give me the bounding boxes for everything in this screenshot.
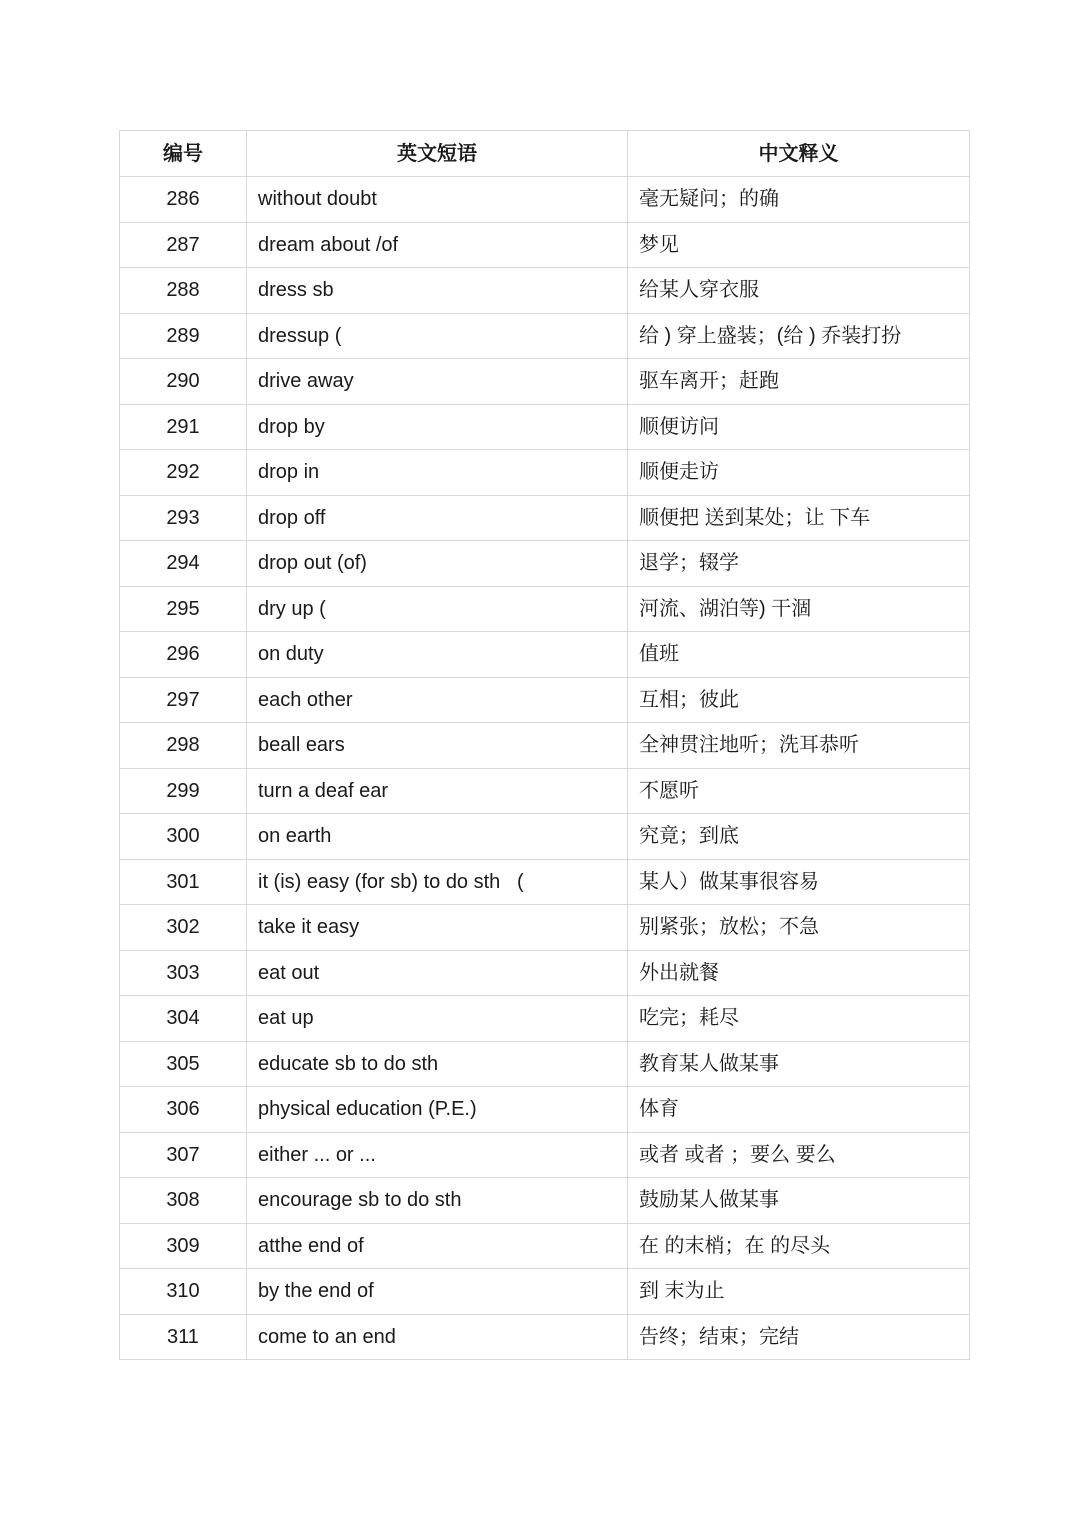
chinese-meaning: 退学；辍学 <box>628 541 970 587</box>
chinese-meaning: 给 ) 穿上盛装；(给 ) 乔装打扮 <box>628 313 970 359</box>
chinese-meaning: 值班 <box>628 632 970 678</box>
phrase-table <box>119 130 970 1360</box>
chinese-meaning: 吃完；耗尽 <box>628 996 970 1042</box>
english-phrase: encourage sb to do sth <box>247 1178 628 1224</box>
table-row <box>120 859 970 905</box>
english-phrase: eat out <box>247 950 628 996</box>
table-row <box>120 996 970 1042</box>
english-phrase: dry up ( <box>247 586 628 632</box>
table-row <box>120 632 970 678</box>
english-phrase: on duty <box>247 632 628 678</box>
english-phrase: turn a deaf ear <box>247 768 628 814</box>
chinese-meaning: 教育某人做某事 <box>628 1041 970 1087</box>
chinese-meaning: 驱车离开；赶跑 <box>628 359 970 405</box>
english-phrase: educate sb to do sth <box>247 1041 628 1087</box>
english-phrase: dress sb <box>247 268 628 314</box>
chinese-meaning: 外出就餐 <box>628 950 970 996</box>
english-phrase: drop out (of) <box>247 541 628 587</box>
table-row <box>120 1087 970 1133</box>
english-phrase: atthe end of <box>247 1223 628 1269</box>
table-row <box>120 359 970 405</box>
row-number: 293 <box>120 495 247 541</box>
table-header-row <box>120 131 970 177</box>
english-phrase: drop by <box>247 404 628 450</box>
row-number: 288 <box>120 268 247 314</box>
row-number: 307 <box>120 1132 247 1178</box>
chinese-meaning: 鼓励某人做某事 <box>628 1178 970 1224</box>
table-row <box>120 1041 970 1087</box>
chinese-meaning: 不愿听 <box>628 768 970 814</box>
table-row <box>120 313 970 359</box>
english-phrase: eat up <box>247 996 628 1042</box>
english-phrase: it (is) easy (for sb) to do sth ( <box>247 859 628 905</box>
table-row <box>120 404 970 450</box>
chinese-meaning: 顺便走访 <box>628 450 970 496</box>
row-number: 292 <box>120 450 247 496</box>
row-number: 295 <box>120 586 247 632</box>
table-row <box>120 1223 970 1269</box>
header-chinese-meaning: 中文释义 <box>628 131 970 177</box>
english-phrase: on earth <box>247 814 628 860</box>
row-number: 296 <box>120 632 247 678</box>
english-phrase: drive away <box>247 359 628 405</box>
english-phrase: without doubt <box>247 177 628 223</box>
row-number: 290 <box>120 359 247 405</box>
chinese-meaning: 顺便访问 <box>628 404 970 450</box>
row-number: 309 <box>120 1223 247 1269</box>
header-number: 编号 <box>120 131 247 177</box>
chinese-meaning: 梦见 <box>628 222 970 268</box>
chinese-meaning: 到 末为止 <box>628 1269 970 1315</box>
chinese-meaning: 在 的末梢；在 的尽头 <box>628 1223 970 1269</box>
chinese-meaning: 顺便把 送到某处；让 下车 <box>628 495 970 541</box>
english-phrase: drop in <box>247 450 628 496</box>
english-phrase: dressup ( <box>247 313 628 359</box>
chinese-meaning: 体育 <box>628 1087 970 1133</box>
row-number: 306 <box>120 1087 247 1133</box>
row-number: 286 <box>120 177 247 223</box>
row-number: 300 <box>120 814 247 860</box>
english-phrase: each other <box>247 677 628 723</box>
chinese-meaning: 或者 或者 ；要么 要么 <box>628 1132 970 1178</box>
chinese-meaning: 究竟；到底 <box>628 814 970 860</box>
english-phrase: physical education (P.E.) <box>247 1087 628 1133</box>
row-number: 299 <box>120 768 247 814</box>
table-row <box>120 495 970 541</box>
row-number: 305 <box>120 1041 247 1087</box>
english-phrase: by the end of <box>247 1269 628 1315</box>
english-phrase: come to an end <box>247 1314 628 1360</box>
chinese-meaning: 全神贯注地听；洗耳恭听 <box>628 723 970 769</box>
row-number: 311 <box>120 1314 247 1360</box>
row-number: 308 <box>120 1178 247 1224</box>
table-body <box>120 177 970 1360</box>
row-number: 304 <box>120 996 247 1042</box>
row-number: 303 <box>120 950 247 996</box>
chinese-meaning: 互相；彼此 <box>628 677 970 723</box>
english-phrase: beall ears <box>247 723 628 769</box>
row-number: 310 <box>120 1269 247 1315</box>
table-row <box>120 1269 970 1315</box>
english-phrase: drop off <box>247 495 628 541</box>
row-number: 289 <box>120 313 247 359</box>
table-row <box>120 268 970 314</box>
row-number: 294 <box>120 541 247 587</box>
table-row <box>120 222 970 268</box>
english-phrase: take it easy <box>247 905 628 951</box>
table-row <box>120 905 970 951</box>
vocabulary-page <box>119 130 969 1360</box>
row-number: 287 <box>120 222 247 268</box>
chinese-meaning: 河流、湖泊等) 干涸 <box>628 586 970 632</box>
table-row <box>120 1132 970 1178</box>
chinese-meaning: 毫无疑问；的确 <box>628 177 970 223</box>
row-number: 298 <box>120 723 247 769</box>
english-phrase: either ... or ... <box>247 1132 628 1178</box>
chinese-meaning: 给某人穿衣服 <box>628 268 970 314</box>
chinese-meaning: 别紧张；放松；不急 <box>628 905 970 951</box>
table-row <box>120 950 970 996</box>
row-number: 301 <box>120 859 247 905</box>
table-row <box>120 541 970 587</box>
chinese-meaning: 告终；结束；完结 <box>628 1314 970 1360</box>
table-row <box>120 1314 970 1360</box>
table-row <box>120 177 970 223</box>
table-row <box>120 677 970 723</box>
table-row <box>120 768 970 814</box>
row-number: 297 <box>120 677 247 723</box>
table-row <box>120 450 970 496</box>
table-row <box>120 814 970 860</box>
row-number: 302 <box>120 905 247 951</box>
table-row <box>120 586 970 632</box>
table-row <box>120 723 970 769</box>
chinese-meaning: 某人）做某事很容易 <box>628 859 970 905</box>
table-row <box>120 1178 970 1224</box>
english-phrase: dream about /of <box>247 222 628 268</box>
header-english-phrase: 英文短语 <box>247 131 628 177</box>
row-number: 291 <box>120 404 247 450</box>
